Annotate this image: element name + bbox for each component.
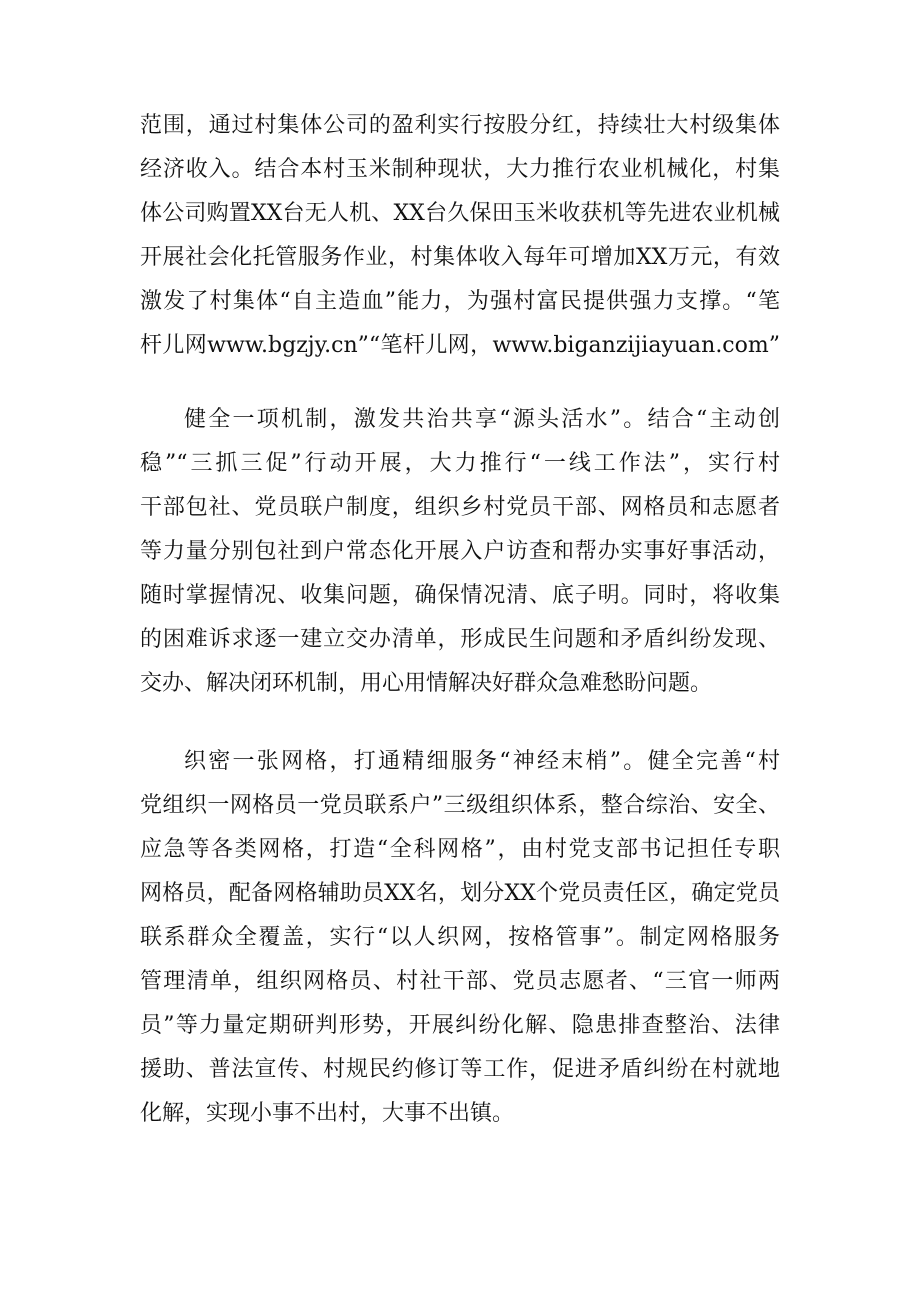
paragraph-line: 网格员，配备网格辅助员XX名，划分XX个党员责任区，确定党员 [140, 881, 780, 906]
paragraph-line: 联系群众全覆盖，实行“以人织网，按格管事”。制定网格服务 [140, 925, 780, 950]
paragraph-line: 杆儿网www.bgzjy.cn”“笔杆儿网，www.biganzijiayuan.com” [140, 333, 780, 358]
paragraph-line: 援助、普法宣传、村规民约修订等工作，促进矛盾纠纷在村就地 [140, 1057, 780, 1082]
paragraph-line: 交办、解决闭环机制，用心用情解决好群众急难愁盼问题。 [140, 671, 713, 696]
paragraph-line: 健全一项机制，激发共治共享“源头活水”。结合“主动创 [184, 407, 780, 432]
paragraph-line: 稳”“三抓三促”行动开展，大力推行“一线工作法”，实行村 [140, 451, 780, 476]
paragraph-line: 管理清单，组织网格员、村社干部、党员志愿者、“三官一师两 [140, 969, 780, 994]
paragraph-line: 的困难诉求逐一建立交办清单，形成民生问题和矛盾纠纷发现、 [140, 627, 780, 652]
paragraph-line: 化解，实现小事不出村，大事不出镇。 [140, 1101, 515, 1126]
paragraph-1 [140, 104, 780, 368]
paragraph-line: 织密一张网格，打通精细服务“神经末梢”。健全完善“村 [184, 749, 780, 774]
paragraph-line: 员”等力量定期研判形势，开展纠纷化解、隐患排查整治、法律 [140, 1013, 780, 1038]
paragraph-line: 党组织一网格员一党员联系户”三级组织体系，整合综治、安全、 [140, 793, 780, 818]
paragraph-line: 开展社会化托管服务作业，村集体收入每年可增加XX万元，有效 [140, 245, 780, 270]
paragraph-line: 等力量分别包社到户常态化开展入户访查和帮办实事好事活动， [140, 539, 780, 564]
paragraph-line: 随时掌握情况、收集问题，确保情况清、底子明。同时，将收集 [140, 583, 780, 608]
paragraph-line: 经济收入。结合本村玉米制种现状，大力推行农业机械化，村集 [140, 157, 780, 182]
paragraph-2 [140, 398, 780, 706]
paragraph-3 [140, 740, 780, 1136]
paragraph-line: 范围，通过村集体公司的盈利实行按股分红，持续壮大村级集体 [140, 113, 780, 138]
paragraph-line: 应急等各类网格，打造“全科网格”，由村党支部书记担任专职 [140, 837, 780, 862]
paragraph-line: 干部包社、党员联户制度，组织乡村党员干部、网格员和志愿者 [140, 495, 780, 520]
paragraph-line: 体公司购置XX台无人机、XX台久保田玉米收获机等先进农业机械 [140, 201, 780, 226]
paragraph-line: 激发了村集体“自主造血”能力，为强村富民提供强力支撑。“笔 [140, 289, 780, 314]
